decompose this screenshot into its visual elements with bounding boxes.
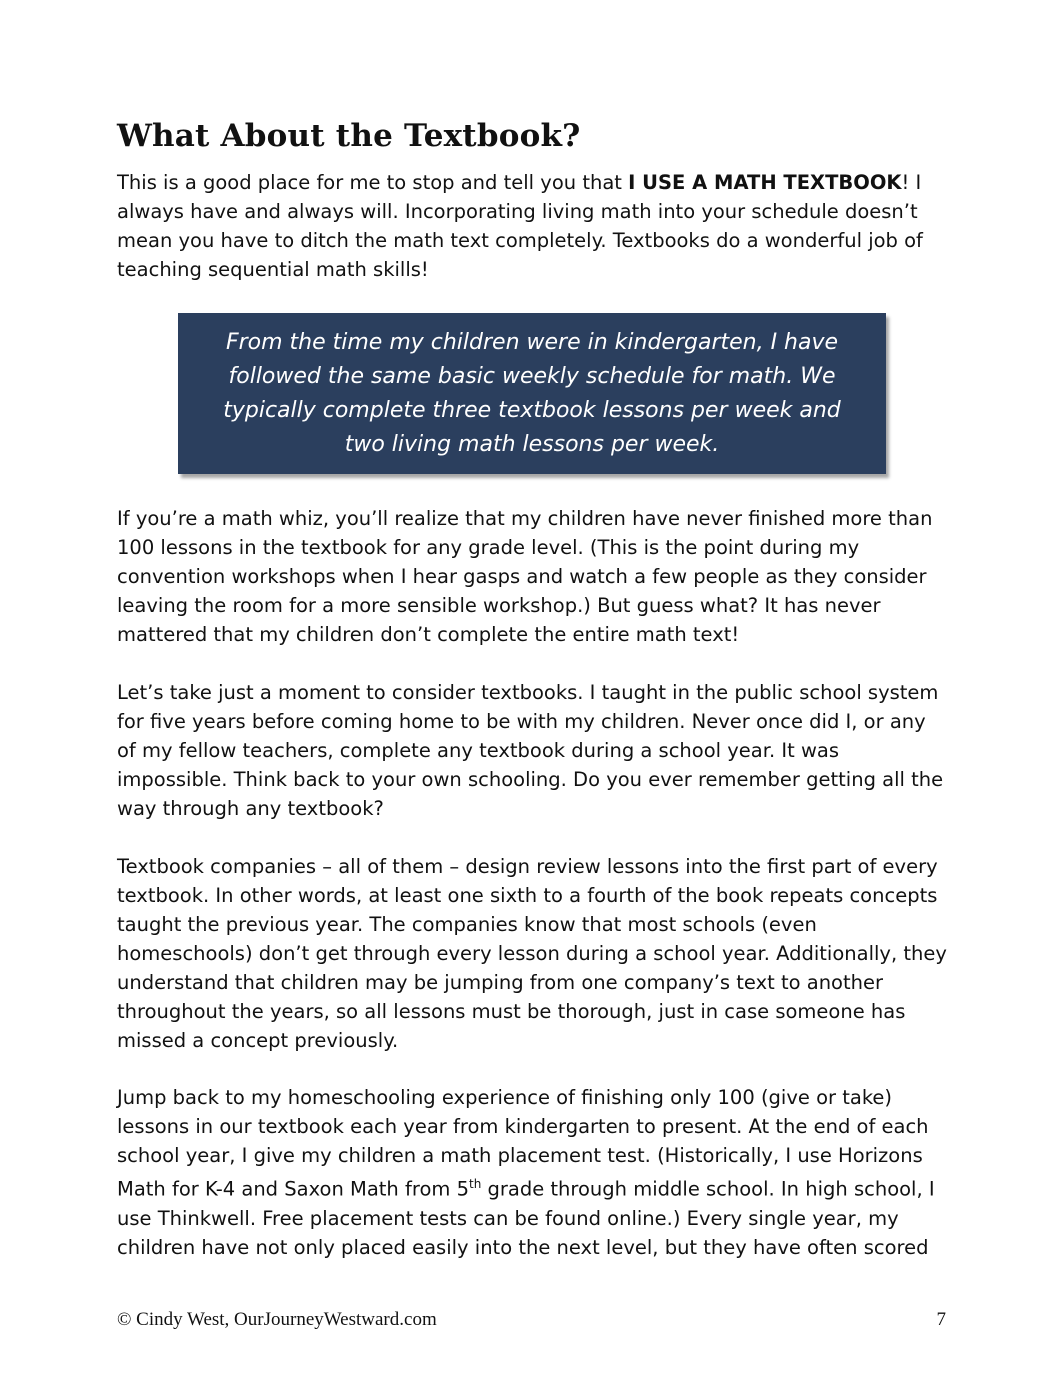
paragraph-consider-textbooks: Let’s take just a moment to consider textbooks. I taught in the public school system for five years before coming home to be with my children. Never once did I, or any of my fellow teachers, complete any textbook during a school year. It was impossible. Think back to your own schooling. Do you ever remember getting all the way through any textbook? [117,681,944,820]
homeschool-text-end: grade through middle school. In high school, I use Thinkwell. Free placement tests can be found online.) Every single year, my children have not only placed easily into the next level, but they have often scored [117,1177,935,1259]
paragraph-math-whiz: If you’re a math whiz, you’ll realize that my children have never finished more than 100 lessons in the textbook for any grade level. (This is the point during my convention workshops when I hear gasps and watch a few people as they consider leaving the room for a more sensible workshop.) But guess what? It has never mattered that my children don’t complete the entire math text! [117,507,933,646]
intro-text-start: This is a good place for me to stop and tell you that [117,171,629,194]
footer-page-number: 7 [936,1309,946,1330]
paragraph-textbook-companies: Textbook companies – all of them – design review lessons into the first part of every textbook. In other words, at least one sixth to a fourth of the book repeats concepts taught the previous year. The companies know that most schools (even homeschools) don’t get through every lesson during a school year. Additionally, they understand that children may be jumping from one company’s text to another throughout the years, so all lessons must be thorough, just in case someone has missed a concept previously. [117,855,947,1052]
intro-paragraph [117,168,947,284]
paragraph-homeschool-experience [117,1083,947,1262]
page-footer [117,1309,946,1331]
intro-bold-text: I USE A MATH TEXTBOOK [628,171,902,194]
intro-text-end: ! I always have and always will. Incorporating living math into your schedule doesn’t mean you have to ditch the math text completely. Textbooks do a wonderful job of teaching sequential math skills! [117,171,923,281]
footer-copyright: © Cindy West, OurJourneyWestward.com [117,1309,437,1330]
homeschool-text-start: Jump back to my homeschooling experience of finishing only 100 (give or take) lessons in our textbook each year from kindergarten to present. At the end of each school year, I give my children a math placement test. (Historically, I use Horizons Math for K-4 and Saxon Math from 5 [117,1086,929,1201]
callout-text: From the time my children were in kindergarten, I have followed the same basic weekly schedule for math. We typically complete three textbook lessons per week and two living math lessons per week. [223,329,841,457]
page-title: What About the Textbook? [117,118,581,154]
callout-box [178,313,886,474]
superscript-th: th [468,1177,482,1191]
